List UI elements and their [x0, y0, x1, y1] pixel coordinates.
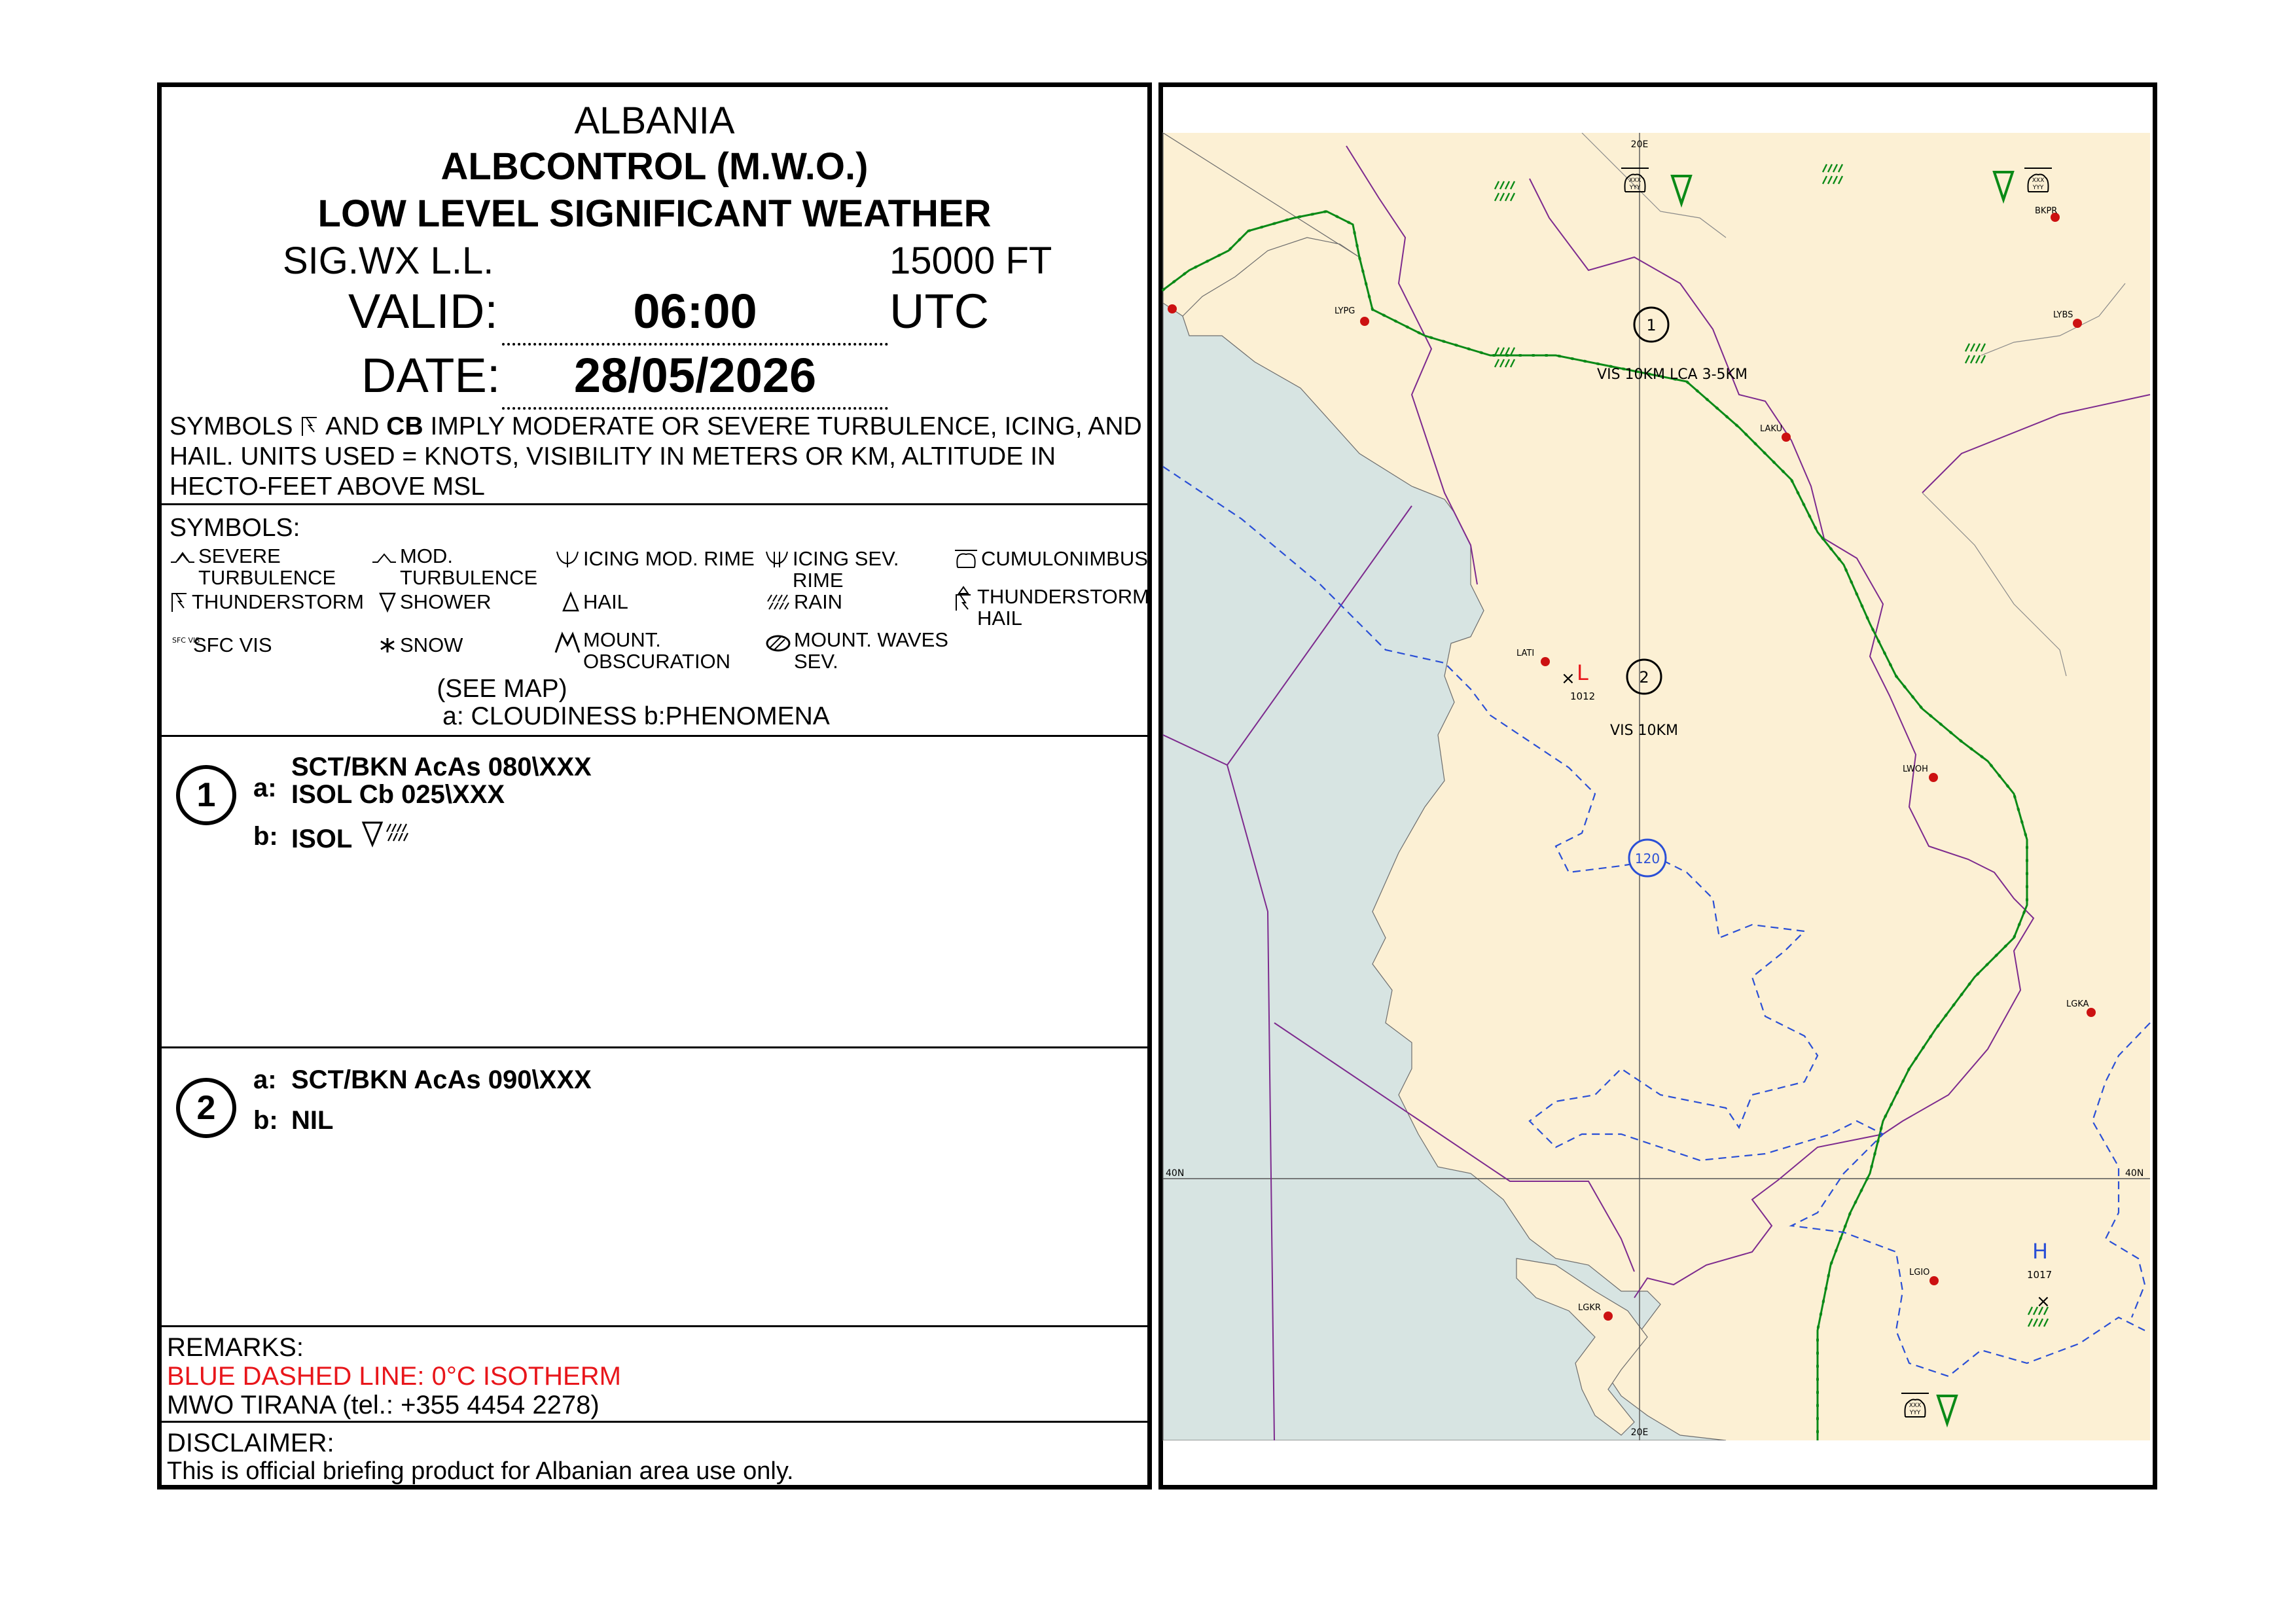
- valid-label: VALID:: [348, 284, 498, 338]
- legend-shower: SHOWER: [378, 591, 541, 613]
- valid-time: 06:00: [502, 283, 888, 346]
- chart-title: LOW LEVEL SIGNIFICANT WEATHER: [317, 192, 992, 235]
- svg-text:VIS 10KM: VIS 10KM: [1610, 722, 1678, 739]
- svg-text:BKPR: BKPR: [2035, 206, 2058, 216]
- legend-icing-mod: ICING MOD. RIME: [554, 548, 770, 570]
- legend-snow: SNOW: [378, 634, 541, 656]
- divider: [162, 1046, 1147, 1048]
- svg-text:LGKA: LGKA: [2066, 999, 2089, 1009]
- legend-mount-waves: MOUNT. WAVES SEV.: [765, 629, 968, 672]
- thunderstorm-icon: [170, 591, 189, 613]
- svg-text:1017: 1017: [2027, 1269, 2053, 1281]
- svg-text:XXX: XXX: [2032, 177, 2045, 184]
- svg-text:XXX: XXX: [1909, 1402, 1922, 1409]
- legend-hail: HAIL: [561, 591, 725, 613]
- svg-text:1: 1: [1646, 316, 1657, 334]
- meridian-label-bottom: 20E: [1630, 1427, 1649, 1438]
- svg-text:LGIO: LGIO: [1909, 1268, 1930, 1277]
- svg-text:H: H: [2032, 1239, 2049, 1264]
- legend-mount-obscuration: MOUNT. OBSCURATION: [554, 629, 757, 672]
- legend-rain: RAIN: [765, 591, 929, 613]
- remarks-isotherm: BLUE DASHED LINE: 0°C ISOTHERM: [167, 1362, 621, 1391]
- svg-text:L: L: [1577, 660, 1588, 685]
- country-title: ALBANIA: [574, 99, 735, 142]
- note-part2: AND: [325, 412, 380, 440]
- divider: [162, 1421, 1147, 1423]
- date-label: DATE:: [361, 348, 501, 402]
- svg-text:LWOH: LWOH: [1903, 764, 1928, 774]
- mount-waves-icon: [765, 629, 791, 655]
- disclaimer-text: This is official briefing product for Albanian area use only.: [167, 1457, 794, 1485]
- svg-text:LYPG: LYPG: [1335, 306, 1355, 316]
- severe-turbulence-icon: [170, 545, 196, 567]
- remarks-title: REMARKS:: [167, 1333, 304, 1362]
- svg-text:YYY: YYY: [2032, 185, 2044, 191]
- mod-turbulence-icon: [371, 545, 397, 567]
- area-2-b-label: b:: [253, 1106, 278, 1135]
- legend-mod-turbulence: MOD. TURBULENCE: [371, 545, 548, 588]
- cumulonimbus-icon: [954, 548, 978, 570]
- map-panel: [1158, 82, 2157, 1489]
- svg-text:1012: 1012: [1570, 690, 1596, 702]
- svg-text:LGKR: LGKR: [1578, 1303, 1601, 1313]
- organization-title: ALBCONTROL (M.W.O.): [440, 145, 869, 188]
- see-map-note: (SEE MAP): [437, 675, 567, 703]
- parallel-label-left: 40N: [1166, 1168, 1185, 1179]
- rain-icon: [765, 591, 791, 613]
- map-top-margin: [1163, 87, 2153, 133]
- area-1-cloud-line2: ISOL Cb 025\XXX: [291, 780, 505, 809]
- hail-icon: [561, 591, 581, 613]
- map-bottom-margin: [1163, 1440, 2153, 1485]
- symbols-note: [170, 412, 1145, 502]
- level-label: 15000 FT: [889, 240, 1052, 282]
- legend-title: SYMBOLS:: [170, 514, 300, 542]
- legend-icing-sev: ICING SEV. RIME: [764, 548, 954, 591]
- svg-text:VIS 10KM LCA 3-5KM: VIS 10KM LCA 3-5KM: [1597, 366, 1748, 383]
- svg-text:YYY: YYY: [1909, 1410, 1921, 1416]
- snow-icon: [378, 634, 397, 656]
- cloudiness-phenomena-key: a: CLOUDINESS b:PHENOMENA: [442, 702, 830, 730]
- info-panel: [157, 82, 1152, 1489]
- svg-text:XXX: XXX: [1628, 177, 1641, 184]
- disclaimer-title: DISCLAIMER:: [167, 1429, 334, 1457]
- area-1-phenomena: ISOL: [291, 825, 353, 853]
- sfc-vis-icon: [170, 634, 200, 656]
- shower-icon: [378, 591, 397, 613]
- note-cb: CB: [386, 412, 423, 440]
- area-2-cloud-line1: SCT/BKN AcAs 090\XXX: [291, 1065, 592, 1094]
- legend-sfc-vis: SFC VIS SFC VIS: [170, 634, 366, 656]
- area-2-marker: 2: [176, 1078, 236, 1138]
- area-1-b-label: b:: [253, 822, 278, 851]
- area-1-phenomena-icons: [361, 819, 420, 849]
- airport-partial-left: [1168, 304, 1177, 313]
- svg-text:SFC VIS: SFC VIS: [172, 636, 200, 645]
- svg-text:2: 2: [1639, 668, 1649, 687]
- area-1-a-label: a:: [253, 774, 277, 802]
- svg-text:LYBS: LYBS: [2053, 310, 2073, 320]
- rain-icon: [387, 824, 408, 841]
- area-2-phenomena: NIL: [291, 1106, 334, 1135]
- legend-cumulonimbus: CUMULONIMBUS: [954, 548, 1150, 570]
- note-part3: IMPLY MODERATE OR SEVERE TURBULENCE, ICING, AND HAIL. UNITS USED = KNOTS, VISIBILITY IN METERS OR KM, ALTITUDE IN HECTO-FEET ABOVE MSL: [170, 412, 1142, 501]
- chart-label: SIG.WX L.L.: [283, 240, 494, 282]
- area-1-cloud-line1: SCT/BKN AcAs 080\XXX: [291, 753, 592, 781]
- freezing-level-marker: [1629, 840, 1666, 876]
- svg-text:LATI: LATI: [1516, 649, 1535, 658]
- valid-timezone: UTC: [889, 284, 990, 338]
- legend-thunderstorm-hail: THUNDERSTORM HAIL: [954, 586, 1150, 629]
- legend-severe-turbulence: SEVERE TURBULENCE: [170, 545, 366, 588]
- svg-text:YYY: YYY: [1629, 185, 1641, 191]
- sigwx-map: [1163, 87, 2153, 1485]
- area-2-a-label: a:: [253, 1065, 277, 1094]
- remarks-mwo-contact: MWO TIRANA (tel.: +355 4454 2278): [167, 1391, 600, 1419]
- svg-text:120: 120: [1634, 851, 1660, 866]
- icing-mod-icon: [554, 548, 581, 570]
- thunderstorm-hail-icon: [954, 586, 975, 612]
- parallel-label-right: 40N: [2125, 1168, 2144, 1179]
- icing-sev-icon: [764, 548, 790, 570]
- mount-obscuration-icon: [554, 629, 581, 655]
- svg-text:×: ×: [2036, 1292, 2051, 1311]
- svg-text:LAKU: LAKU: [1760, 424, 1783, 434]
- divider: [162, 1325, 1147, 1327]
- divider: [162, 735, 1147, 737]
- divider: [162, 503, 1147, 505]
- meridian-label-top: 20E: [1630, 139, 1649, 150]
- date-value: 28/05/2026: [502, 348, 888, 410]
- thunderstorm-icon: [300, 415, 319, 437]
- svg-text:×: ×: [1561, 669, 1575, 688]
- legend-thunderstorm: THUNDERSTORM: [170, 591, 372, 613]
- note-part1: SYMBOLS: [170, 412, 293, 440]
- shower-icon: [363, 823, 382, 845]
- area-1-marker: 1: [176, 765, 236, 825]
